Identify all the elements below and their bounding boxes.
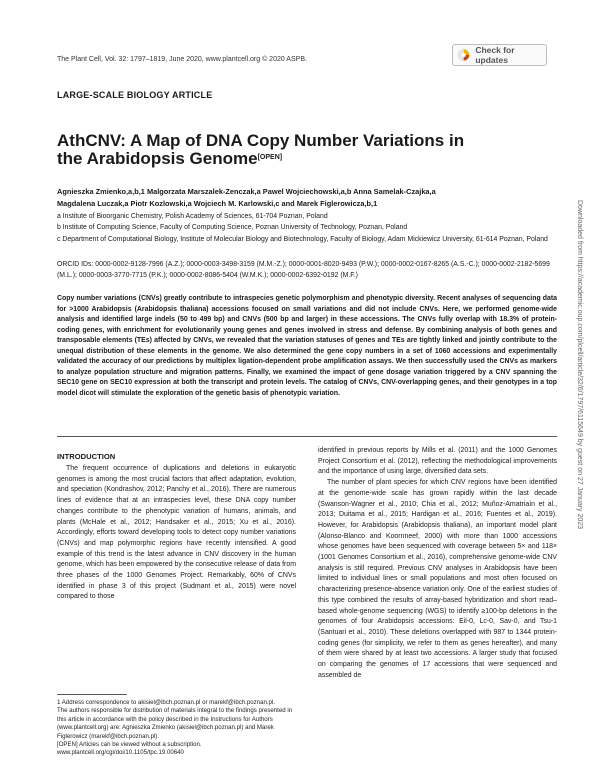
paper-title: AthCNV: A Map of DNA Copy Number Variations in the Arabidopsis Genome[OPEN] bbox=[57, 131, 465, 168]
footnotes bbox=[57, 699, 296, 758]
author-line-1: Agnieszka Zmienko,a,b,1 Malgorzata Marszalek-Zenczak,a Pawel Wojciechowski,a,b Anna Samelak-Czajka,a bbox=[57, 187, 436, 196]
doi-link[interactable]: www.plantcell.org/cgi/doi/10.1105/tpc.19.00640 bbox=[57, 749, 184, 757]
intro-paragraph-continued: identified in previous reports by Mills et al. (2011) and the 1000 Genomes Project Consortium et al. (2012), reflecting the methodological improvements and the importance of using large, diversified data sets. bbox=[318, 447, 557, 476]
intro-left-column bbox=[57, 464, 296, 603]
affiliations bbox=[57, 211, 557, 245]
abstract: Copy number variations (CNVs) greatly contribute to intraspecies genetic polymorphism and phenotypic diversity. Recent analyses of sequencing data for >1000 Arabidopsis (Arabidopsis thaliana) accessions focused on small variations and did not include CNVs. Here, we performed genome-wide analysis and identified large indels (50 to 499 bp) and CNVs (500 bp and larger) in these accessions. The CNVs fully overlap with 18.3% of protein-coding genes, with enrichment for evolutionarily young genes and genes involved in stress and defense. By combining analysis of both genes and transposable elements (TEs) affected by CNVs, we revealed that the variation statuses of genes and TEs are tightly linked and jointly contribute to the unequal distribution of these elements in the genome. We also determined the gene copy numbers in a set of 1060 accessions and experimentally validated the accuracy of our predictions by multiplex ligation-dependent probe amplification assays. We then successfully used the CNVs as markers to analyze population structure and migration patterns. Finally, we examined the impact of gene dosage variation triggered by a CNV spanning the SEC10 gene on SEC10 expression at both the transcript and protein levels. The catalog of CNVs, CNV-overlapping genes, and their genotypes in a top model dicot will stimulate the exploration of the genetic basis of phenotypic variation. bbox=[57, 295, 557, 397]
affiliation-c: c Department of Computational Biology, Institute of Molecular Biology and Biotechnology, Faculty of Biology, Adam Mickiewicz University, 61-614 Poznan, Poland bbox=[57, 235, 548, 243]
author-list bbox=[57, 186, 557, 210]
orcid-ids: ORCID IDs: 0000-0002-9128-7996 (A.Z.); 0000-0003-3498-3159 (M.M.-Z.); 0000-0001-8020-9493 (P.W.); 0000-0002-0167-8265 (A.S.-C.); 0000-0002-2182-5699 (M.L.); 0000-0003-3770-7715 (P.K.); 0000-0002-8086-5404 (W.M.K.); 0000-0002-6392-0192 (M.F.) bbox=[57, 261, 550, 279]
article-type: LARGE-SCALE BIOLOGY ARTICLE bbox=[57, 90, 213, 100]
correspondence-footnote: 1 Address correspondence to akisiel@ibch.poznan.pl or marekf@ibch.poznan.pl. bbox=[57, 699, 275, 706]
open-access-footnote: [OPEN] Articles can be viewed without a subscription. bbox=[57, 741, 202, 749]
affiliation-b: b Institute of Computing Science, Faculty of Computing Science, Poznan University of Technology, Poznan, Poland bbox=[57, 224, 408, 232]
journal-citation: The Plant Cell, Vol. 32: 1797–1819, June 2020, www.plantcell.org © 2020 ASPB. bbox=[57, 56, 307, 63]
materials-footnote: The authors responsible for distribution of materials integral to the findings presented in this article in accordance with the policy described in the Instructions for Authors (www.plantcell.org) are: Agnieszka Zmienko (akisiel@ibch.poznan.pl) and Marek Figlerowicz (marekf@ibch.poznan.pl). bbox=[57, 707, 293, 740]
section-divider bbox=[57, 436, 557, 437]
intro-paragraph: The number of plant species for which CNV regions have been identified at the genome-wide scale has grown rapidly within the last decade (Swanson-Wagner et al., 2010; Chia et al., 2012; Muñoz-Amatriaín et al., 2013; Duitama et al., 2015; Hardigan et al., 2016; Fuentes et al., 2019). However, for Arabidopsis (Arabidopsis thaliana), an important model plant (Alonso-Blanco and Koornneef, 2000) with more than 1000 accessions whose genomes have been sequenced with coverage between 5× and 118× (1001 Genomes Consortium et al., 2016), comprehensive genome-wide CNV analysis is still required. Previous CNV analyses in Arabidopsis have been limited to individual lines or small populations and most often focused on characterizing presence-absence variation only. One of the earliest studies of this type combined the results of array-based hybridization and short read–based whole-genome sequencing (WGS) to identify ≥100-bp deletions in the genomes of four Arabidopsis accessions: Eil-0, Lc-0, Sav-0, and Tsu-1 (Santuari et al., 2010). These deletions overlapped with 987 to 1344 protein-coding genes (for simplicity, we refer to them as genes hereafter), and many of them were shared by at least two accessions. A larger study that focused on comparing the genomes of 17 accessions that were sequenced and assembled de bbox=[318, 479, 557, 679]
intro-right-column bbox=[318, 446, 557, 681]
author-line-2: Magdalena Luczak,a Piotr Kozlowski,a Wojciech M. Karlowski,c and Marek Figlerowicza,b,1 bbox=[57, 199, 378, 208]
intro-paragraph: The frequent occurrence of duplications and deletions in eukaryotic genomes is among the most crucial factors that affect adaptation, evolution, and speciation (Kondrashov, 2012; Panchy et al., 2016). There are numerous lines of evidence that at an intraspecies level, these DNA copy number changes contribute to the phenotypic variation of humans, animals, and plants (McHale et al., 2012; Handsaker et al., 2015; Xu et al., 2016). Accordingly, efforts toward developing tools to detect copy number variations (CNVs) and map polymorphic regions have recently intensified. A good example of this trend is the latest advance in CNV discovery in the human genome, which has been empowered by the consecutive release of data from three phases of the 1000 Genomes Project. Remarkably, 60% of CNVs identified in phase 3 of this project (Sudmant et al., 2015) were novel compared to those bbox=[57, 465, 296, 601]
check-updates-label: Check for updates bbox=[475, 45, 515, 65]
download-watermark: Downloaded from https://academic.oup.com/plcell/article/32/6/1797/6115649 by guest on 27 January 2023 bbox=[576, 200, 583, 530]
check-for-updates-button[interactable] bbox=[452, 44, 547, 66]
introduction-heading: INTRODUCTION bbox=[57, 452, 116, 461]
affiliation-a: a Institute of Bioorganic Chemistry, Polish Academy of Sciences, 61-704 Poznan, Poland bbox=[57, 213, 328, 220]
open-access-tag: [OPEN] bbox=[257, 154, 283, 161]
check-updates-icon bbox=[457, 48, 470, 62]
footnote-divider bbox=[57, 694, 127, 695]
